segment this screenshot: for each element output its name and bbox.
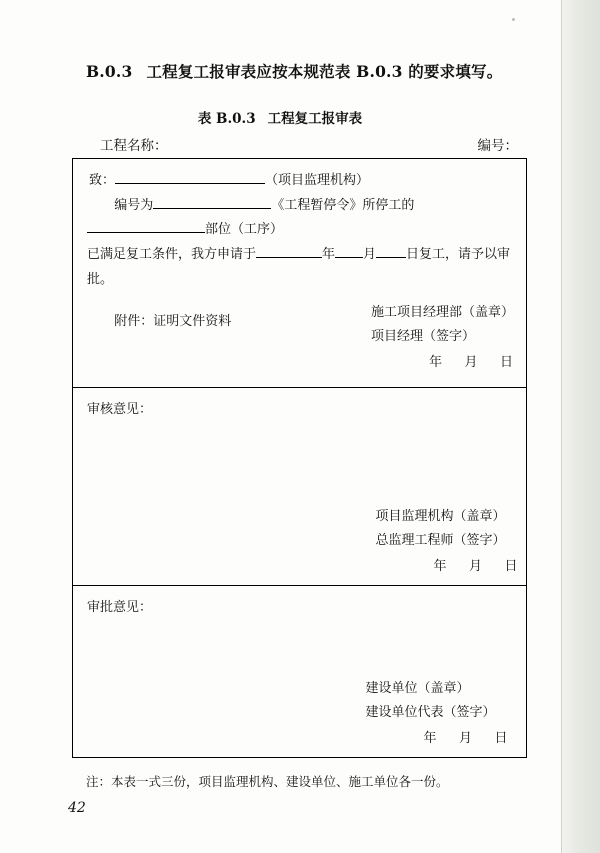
contractor-org-label: 施工项目经理部（盖章） [370, 304, 514, 320]
scan-edge-shading [562, 0, 600, 853]
resume-year-blank[interactable] [256, 257, 322, 258]
addressee-org: （项目监理机构） [265, 173, 370, 188]
project-name-label: 工程名称： [100, 138, 168, 154]
contractor-person-label: 项目经理（签字） [370, 328, 475, 344]
addressee-label: 致： [89, 173, 116, 188]
section-heading [86, 60, 526, 82]
attachment-line: 附件：证明文件资料 [114, 314, 232, 330]
supervisor-date-line [375, 555, 518, 579]
order-number-suffix: 部位（工序） [205, 222, 284, 238]
owner-date-line [365, 727, 508, 751]
contractor-date-month: 月 [464, 354, 479, 370]
owner-date-year: 年 [423, 730, 437, 746]
signature-block-contractor [371, 301, 514, 375]
approval-opinion-label: 审批意见： [87, 600, 153, 615]
table-title-number: 表 B.0.3 [197, 111, 256, 127]
supervisor-person-label: 总监理工程师（签字） [375, 532, 506, 548]
section-heading-number: B.0.3 [86, 62, 133, 81]
table-title [0, 107, 560, 127]
addressee-line [87, 169, 512, 194]
resume-date-line [87, 243, 512, 292]
owner-date-month: 月 [458, 730, 473, 746]
resume-year-label: 年 [322, 247, 336, 263]
serial-number-label: 编号： [477, 138, 518, 154]
order-number-mid: 《工程暂停令》所停工的 [271, 197, 415, 213]
page-number: 42 [68, 800, 86, 816]
owner-person-label: 建设单位代表（签字） [365, 704, 496, 720]
form-section-review [73, 387, 526, 585]
addressee-blank[interactable] [115, 183, 265, 184]
signature-block-owner [365, 677, 508, 751]
table-title-name: 工程复工报审表 [267, 111, 363, 127]
form-section-approval [73, 585, 526, 757]
order-number-line [87, 194, 512, 243]
resume-prefix: 已满足复工条件，我方申请于 [87, 247, 257, 263]
supervisor-org-label: 项目监理机构（盖章） [375, 508, 506, 524]
scan-edge-line [561, 0, 562, 853]
order-number-blank[interactable] [153, 208, 271, 209]
form-section-application [73, 159, 526, 387]
stopped-part-blank[interactable] [87, 232, 205, 233]
form-header-row [72, 134, 528, 154]
supervisor-date-year: 年 [433, 558, 447, 574]
review-opinion-label: 审核意见： [87, 402, 153, 417]
order-number-prefix: 编号为 [114, 197, 154, 213]
section-heading-text: 工程复工报审表应按本规范表 B.0.3 的要求填写。 [146, 62, 503, 81]
resume-day-blank[interactable] [376, 257, 406, 258]
form-table [72, 158, 527, 758]
signature-block-supervisor [375, 505, 518, 579]
supervisor-date-day: 日 [504, 558, 518, 574]
contractor-date-year: 年 [428, 354, 443, 370]
resume-day-label: 日复工，请予以审批。 [87, 247, 511, 287]
resume-month-label: 月 [363, 247, 377, 263]
resume-month-blank[interactable] [335, 257, 363, 258]
supervisor-date-month: 月 [468, 558, 483, 574]
contractor-date-line [371, 351, 514, 375]
contractor-date-day: 日 [500, 354, 514, 370]
form-note: 注：本表一式三份，项目监理机构、建设单位、施工单位各一份。 [86, 774, 449, 789]
owner-org-label: 建设单位（盖章） [365, 680, 470, 696]
owner-date-day: 日 [494, 730, 508, 746]
